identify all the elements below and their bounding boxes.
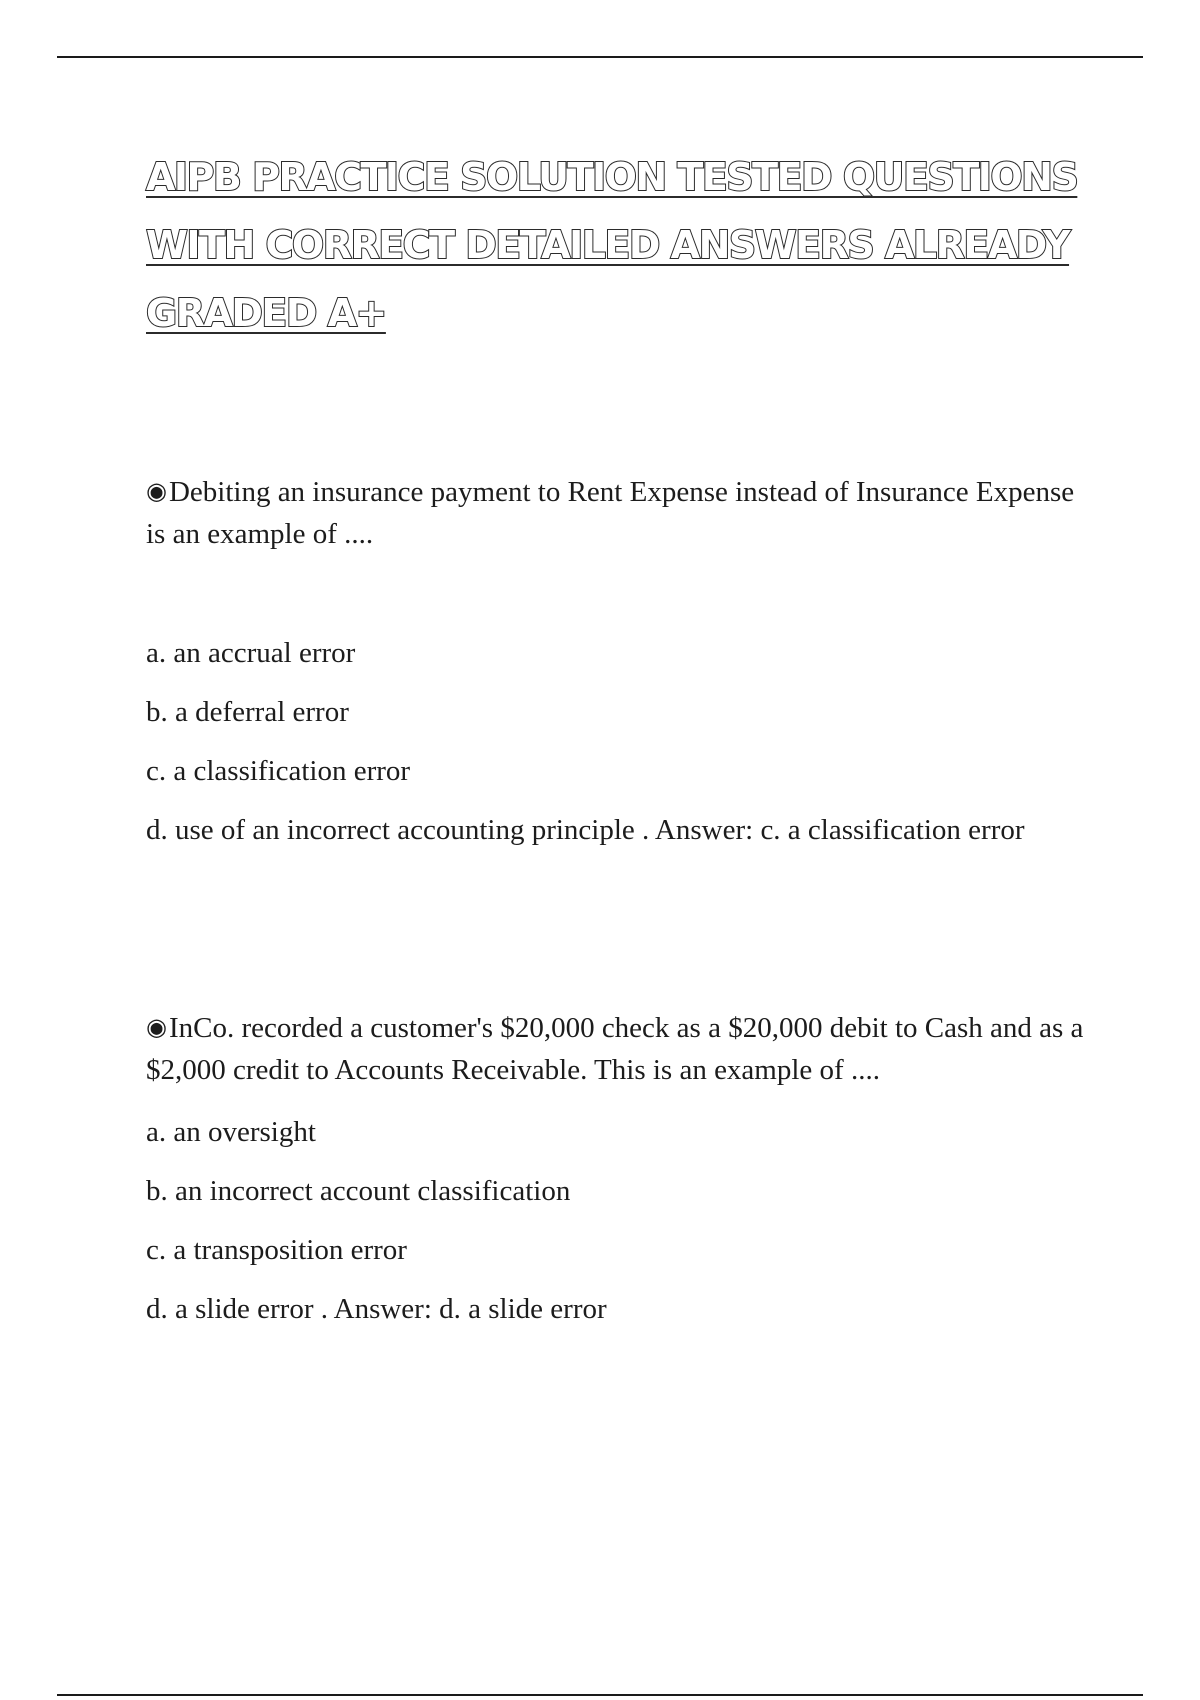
page-title [146,143,1106,347]
question-1-option-b: b. a deferral error [146,696,349,728]
question-2-option-b: b. an incorrect account classification [146,1175,571,1207]
question-2-options [146,1111,1096,1330]
question-1-stem-text: Debiting an insurance payment to Rent Expense instead of Insurance Expense is an example of .... [146,476,1075,550]
question-2-option-c: c. a transposition error [146,1234,407,1266]
radio-bullet-icon: ◉ [146,477,167,505]
page-title-text: AIPB PRACTICE SOLUTION TESTED QUESTIONS WITH CORRECT DETAILED ANSWERS ALREADY GRADED A+ [146,155,1078,335]
question-2 [146,1006,1096,1091]
question-1-option-d: d. use of an incorrect accounting principle . Answer: c. a classification error [146,814,1025,846]
question-2-option-a: a. an oversight [146,1116,316,1148]
question-1 [146,470,1096,555]
radio-bullet-icon: ◉ [146,1013,167,1041]
question-1-options [146,632,1096,851]
question-1-option-a: a. an accrual error [146,637,356,669]
header-rule [57,56,1143,58]
question-2-stem-text: InCo. recorded a customer's $20,000 check as a $20,000 debit to Cash and as a $2,000 credit to Accounts Receivable. This is an example of .... [146,1012,1084,1086]
question-2-stem [146,1006,1096,1091]
footer-rule [57,1694,1143,1696]
question-1-stem [146,470,1096,555]
question-2-option-d: d. a slide error . Answer: d. a slide error [146,1293,607,1325]
question-1-option-c: c. a classification error [146,755,411,787]
